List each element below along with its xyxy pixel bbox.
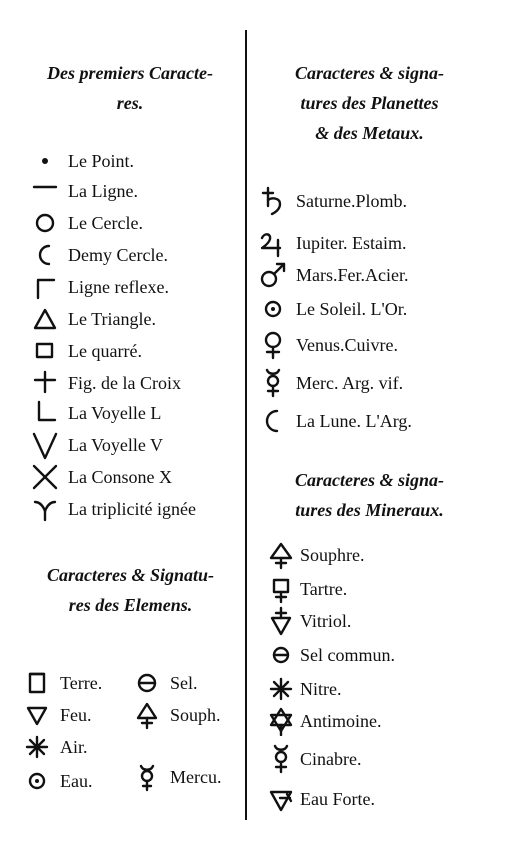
list-item: La Ligne. xyxy=(30,176,240,206)
list-item: La Voyelle V xyxy=(30,430,240,460)
list-item: Air. xyxy=(22,732,132,762)
list-item: Sel. xyxy=(132,668,237,698)
triplicity-icon xyxy=(30,494,60,524)
list-item: Ligne reflexe. xyxy=(30,272,240,302)
heading-minerals: Caracteres & signa- tures des Mineraux. xyxy=(294,470,444,520)
cross-icon xyxy=(30,368,60,398)
list-item: La Voyelle L xyxy=(30,398,240,428)
list-item: Le Cercle. xyxy=(30,208,240,238)
half-circle-icon xyxy=(30,240,60,270)
list-item: Cinabre. xyxy=(266,744,506,774)
sun-icon xyxy=(258,294,288,324)
list-item: Terre. xyxy=(22,668,132,698)
moon-icon xyxy=(258,406,288,436)
sulfur-icon xyxy=(266,540,296,570)
x-icon xyxy=(30,462,60,492)
square-icon xyxy=(30,336,60,366)
list-item: Eau Forte. xyxy=(266,784,506,814)
list-item: Feu. xyxy=(22,700,132,730)
list-item: La Consone X xyxy=(30,462,240,492)
fire-icon xyxy=(22,700,52,730)
list-item: Demy Cercle. xyxy=(30,240,240,270)
common-salt-icon xyxy=(266,640,296,670)
list-item: Saturne.Plomb. xyxy=(258,186,508,216)
triangle-icon xyxy=(30,304,60,334)
list-item: Souphre. xyxy=(266,540,506,570)
sulfur-small-icon xyxy=(132,700,162,730)
antimony-icon xyxy=(266,706,296,736)
list-item: Souph. xyxy=(132,700,242,730)
heading-elements: Caracteres & Signatu- res des Elemens. xyxy=(46,565,215,615)
cinnabar-icon xyxy=(266,744,296,774)
list-item: Mars.Fer.Acier. xyxy=(258,260,508,290)
heading-planets-metals: Caracteres & signa- tures des Planettes & des Metaux. xyxy=(294,63,444,143)
circle-icon xyxy=(30,208,60,238)
list-item: Le Point. xyxy=(30,146,240,176)
tartar-icon xyxy=(266,574,296,604)
list-item: Sel commun. xyxy=(266,640,506,670)
reflex-line-icon xyxy=(30,272,60,302)
list-item: Tartre. xyxy=(266,574,506,604)
list-item: Merc. Arg. vif. xyxy=(258,368,508,398)
line-icon xyxy=(30,176,60,206)
list-item: Fig. de la Croix xyxy=(30,368,240,398)
point-icon xyxy=(30,146,60,176)
list-item: La triplicité ignée xyxy=(30,494,240,524)
aqua-fortis-icon xyxy=(266,784,296,814)
list-item: Le quarré. xyxy=(30,336,240,366)
jupiter-icon xyxy=(258,228,288,258)
list-item: Venus.Cuivre. xyxy=(258,330,508,360)
list-item: Nitre. xyxy=(266,674,506,704)
mars-icon xyxy=(258,260,288,290)
list-item: Le Soleil. L'Or. xyxy=(258,294,508,324)
list-item: Vitriol. xyxy=(266,606,506,636)
saturn-icon xyxy=(258,186,288,216)
earth-icon xyxy=(22,668,52,698)
mercury-icon xyxy=(258,368,288,398)
list-item: Antimoine. xyxy=(266,706,506,736)
l-icon xyxy=(30,398,60,428)
column-divider xyxy=(245,30,247,820)
list-item: Iupiter. Estaim. xyxy=(258,228,508,258)
mercury-small-icon xyxy=(132,762,162,792)
nitre-icon xyxy=(266,674,296,704)
v-icon xyxy=(30,430,60,460)
list-item: Mercu. xyxy=(132,762,242,792)
air-icon xyxy=(22,732,52,762)
list-item: Eau. xyxy=(22,766,132,796)
water-icon xyxy=(22,766,52,796)
salt-icon xyxy=(132,668,162,698)
venus-icon xyxy=(258,330,288,360)
heading-first-characters: Des premiers Caracte- res. xyxy=(47,63,213,113)
list-item: Le Triangle. xyxy=(30,304,240,334)
list-item: La Lune. L'Arg. xyxy=(258,406,508,436)
vitriol-icon xyxy=(266,606,296,636)
